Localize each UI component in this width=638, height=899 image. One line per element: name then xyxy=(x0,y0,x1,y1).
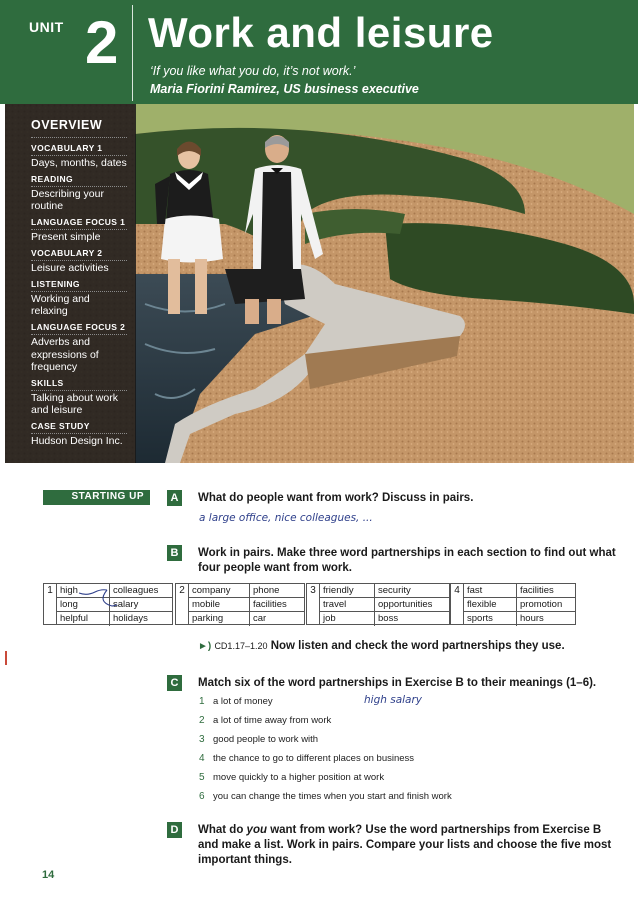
section-grid xyxy=(189,583,305,625)
margin-mark xyxy=(5,651,7,665)
left-word: friendly xyxy=(320,584,375,598)
meaning-number: 4 xyxy=(199,753,205,764)
exercise-a-example: a large office, nice colleagues, ... xyxy=(199,512,373,524)
right-word: promotion xyxy=(517,598,575,612)
exercise-a-instruction: What do people want from work? Discuss in pairs. xyxy=(198,492,474,504)
exercise-c-instruction: Match six of the word partnerships in Exercise B to their meanings (1–6). xyxy=(198,677,597,689)
starting-up-label: STARTING UP xyxy=(71,491,144,502)
right-word: boss xyxy=(378,613,399,624)
overview-item-label: READING xyxy=(31,174,127,187)
speaker-icon[interactable]: ►) xyxy=(198,641,212,652)
overview-item-label: SKILLS xyxy=(31,378,127,391)
audio-instruction xyxy=(198,640,565,652)
overview-item xyxy=(31,378,127,416)
exercise-d-text: What do xyxy=(198,824,247,836)
overview-item xyxy=(31,174,127,212)
left-word: travel xyxy=(320,598,375,612)
overview-item xyxy=(31,248,127,274)
overview-item-label: VOCABULARY 1 xyxy=(31,143,127,156)
quote-author: Maria Fiorini Ramirez, US business executive xyxy=(150,82,419,96)
left-word: helpful xyxy=(57,612,110,626)
overview-item xyxy=(31,421,127,447)
meaning-text: you can change the times when you start and finish work xyxy=(213,791,452,802)
section-number: 4 xyxy=(450,583,464,625)
meaning-item xyxy=(199,753,414,764)
left-word: company xyxy=(189,584,250,598)
handwritten-answer: high salary xyxy=(364,694,423,706)
overview-item xyxy=(31,279,127,317)
audio-text: Now listen and check the word partnerships they use. xyxy=(270,640,565,652)
overview-item-text: Days, months, dates xyxy=(31,157,127,169)
overview-item-label: LANGUAGE FOCUS 2 xyxy=(31,322,127,335)
exercise-d-emphasis: you xyxy=(246,824,267,836)
right-word: car xyxy=(253,613,267,624)
left-word: long xyxy=(57,598,110,612)
meaning-number: 6 xyxy=(199,791,205,802)
overview-item-text: Adverbs and expressions of frequency xyxy=(31,336,99,373)
meaning-number: 5 xyxy=(199,772,205,783)
exercise-b-instruction-line: four people want from work. xyxy=(198,561,352,574)
overview-item-text: Working and relaxing xyxy=(31,293,90,318)
overview-item-text: Hudson Design Inc. xyxy=(31,434,123,447)
exercise-b-instruction xyxy=(198,546,616,576)
exercise-d-instruction xyxy=(198,823,611,868)
overview-item-text: Describing your routine xyxy=(31,188,104,213)
left-word: sports xyxy=(464,612,517,626)
right-word: phone xyxy=(250,584,304,598)
left-word: high xyxy=(57,584,110,598)
left-word: fast xyxy=(464,584,517,598)
right-word: facilities xyxy=(517,584,575,598)
section-grid xyxy=(464,583,576,625)
section-number: 1 xyxy=(43,583,57,625)
meaning-item xyxy=(199,734,318,745)
left-word: parking xyxy=(189,612,250,626)
left-word: job xyxy=(320,612,375,626)
left-word: mobile xyxy=(189,598,250,612)
right-word: facilities xyxy=(250,598,304,612)
meaning-text: a lot of time away from work xyxy=(213,715,332,726)
overview-title: OVERVIEW xyxy=(31,118,127,138)
meaning-number: 2 xyxy=(199,715,205,726)
overview-item-text: Present simple xyxy=(31,231,101,244)
starting-up-bar xyxy=(43,490,150,505)
meaning-item xyxy=(199,772,384,783)
exercise-b-letter: B xyxy=(167,545,182,561)
unit-header xyxy=(0,0,638,104)
page-number: 14 xyxy=(42,869,55,881)
meaning-text: good people to work with xyxy=(213,734,319,745)
exercise-d-line: and make a list. Work in pairs. Compare your lists and choose the five most xyxy=(198,838,612,851)
unit-quote: ‘If you like what you do, it’s not work.’ xyxy=(150,64,356,78)
overview-item-label: VOCABULARY 2 xyxy=(31,248,127,261)
unit-label: UNIT xyxy=(29,19,64,35)
meaning-number: 3 xyxy=(199,734,205,745)
overview-item-label: LISTENING xyxy=(31,279,127,292)
overview-item-label: CASE STUDY xyxy=(31,421,127,434)
overview-item-text: Talking about work and leisure xyxy=(31,391,118,416)
audio-track-code: CD1.17–1.20 xyxy=(214,641,268,651)
meaning-text: move quickly to a higher position at work xyxy=(213,772,385,783)
meaning-text: the chance to go to different places on business xyxy=(213,753,415,764)
right-word: salary xyxy=(110,598,172,612)
exercise-d-text: want from work? Use the word partnerships from Exercise B xyxy=(267,824,602,836)
exercise-d-line: important things. xyxy=(198,853,292,866)
unit-number-box xyxy=(5,5,133,101)
overview-item-text: Leisure activities xyxy=(31,262,109,275)
right-word: hours xyxy=(520,613,544,624)
right-word: opportunities xyxy=(375,598,449,612)
exercise-d-line xyxy=(198,823,611,838)
meaning-item xyxy=(199,715,331,726)
section-number: 3 xyxy=(306,583,320,625)
section-grid xyxy=(57,583,173,625)
hand-drawn-link-line xyxy=(57,584,173,626)
right-word: colleagues xyxy=(110,584,172,598)
section-number: 2 xyxy=(175,583,189,625)
unit-title: Work and leisure xyxy=(148,9,494,56)
section-grid xyxy=(320,583,450,625)
right-word: holidays xyxy=(113,613,148,624)
overview-item xyxy=(31,143,127,169)
meaning-number: 1 xyxy=(199,696,205,707)
left-word: flexible xyxy=(464,598,517,612)
overview-item xyxy=(31,217,127,243)
meaning-item xyxy=(199,696,273,707)
right-word: security xyxy=(375,584,449,598)
meaning-text: a lot of money xyxy=(213,696,273,707)
overview-item-label: LANGUAGE FOCUS 1 xyxy=(31,217,127,230)
exercise-a-letter: A xyxy=(167,490,182,506)
exercise-b-instruction-line: Work in pairs. Make three word partnerships in each section to find out what xyxy=(198,547,616,559)
overview-item xyxy=(31,322,127,372)
unit-number: 2 xyxy=(85,9,119,76)
meaning-item xyxy=(199,791,452,802)
exercise-c-letter: C xyxy=(167,675,182,691)
exercise-d-letter: D xyxy=(167,822,182,838)
overview-panel xyxy=(5,104,136,463)
